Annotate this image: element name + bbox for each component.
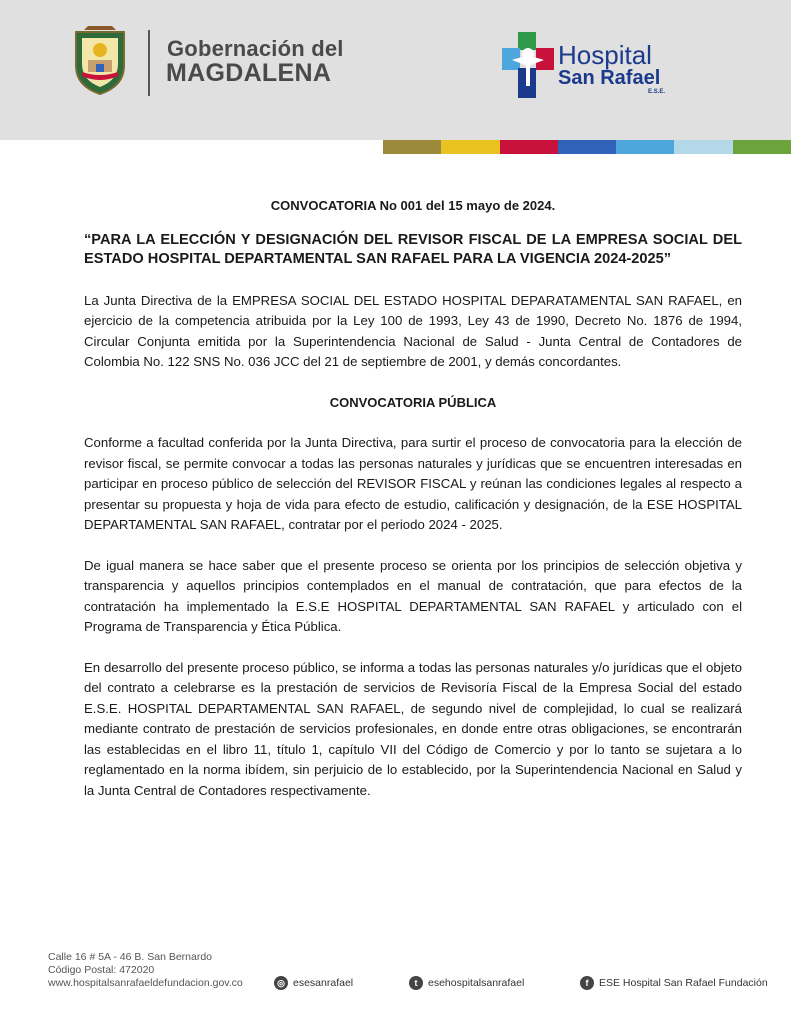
paragraph-1: La Junta Directiva de la EMPRESA SOCIAL DEL ESTADO HOSPITAL DEPARATAMENTAL SAN RAFAEL, en ejercicio de la competencia atribuida por la Ley 100 de 1993, Ley 43 de 1990, Decreto No. 1876 de 1994, Circular Conjunta emitida por la Superintendencia Nacional de Salud - Junta Central de Contadores de Colombia No. 122 SNS No. 036 JCC del 21 de septiembre de 2001, y demás concordantes.	[84, 292, 742, 369]
hospital-name-line1: Hospital	[558, 40, 652, 70]
color-stripe-segment-6	[674, 140, 732, 154]
color-stripe-segment-7	[733, 140, 791, 154]
color-stripe-segment-1	[383, 140, 441, 154]
footer-twitter[interactable]	[409, 976, 524, 990]
footer-address-block	[48, 951, 243, 990]
instagram-handle: esesanrafael	[293, 977, 354, 989]
magdalena-title: MAGDALENA	[166, 59, 332, 87]
twitter-icon: t	[409, 976, 423, 990]
color-stripe-segment-4	[558, 140, 616, 154]
footer-facebook[interactable]	[580, 976, 768, 990]
magdalena-coat-of-arms-icon	[72, 26, 128, 96]
footer-postal-code: Código Postal: 472020	[48, 964, 155, 976]
document-subject: “PARA LA ELECCIÓN Y DESIGNACIÓN DEL REVISOR FISCAL DE LA EMPRESA SOCIAL DEL ESTADO HOSPITAL DEPARTAMENTAL SAN RAFAEL PARA LA VIGENCIA 2024-2025”	[84, 231, 742, 267]
footer-instagram[interactable]	[274, 976, 353, 990]
hospital-ese-label: E.S.E.	[648, 89, 666, 95]
color-stripe-segment-2	[441, 140, 499, 154]
paragraph-3: De igual manera se hace saber que el presente proceso se orienta por los principios de selección objetiva y transparencia y aquellos principios contemplados en el manual de contratación, que para efectos de la contratación ha implementado la E.S.E HOSPITAL DEPARTAMENTAL SAN RAFAEL y articulado con el Programa de Transparencia y Ética Pública.	[84, 557, 742, 634]
section-title: CONVOCATORIA PÚBLICA	[329, 394, 497, 410]
color-stripe-segment-5	[616, 140, 674, 154]
color-stripe-segment-3	[500, 140, 558, 154]
convocatoria-number: CONVOCATORIA No 001 del 15 mayo de 2024.	[270, 198, 556, 213]
paragraph-2: Conforme a facultad conferida por la Junta Directiva, para surtir el proceso de convocatoria para la elección de revisor fiscal, se permite convocar a todas las personas naturales y jurídicas que se encuentren interesadas en participar en proceso público de selección del REVISOR FISCAL y reúnan las condiciones legales al respecto a presentar su propuesta y hoja de vida para efecto de estudio, calificación y designación, de la ESE HOSPITAL DEPARTAMENTAL SAN RAFAEL, contratar por el periodo 2024 - 2025.	[84, 435, 742, 532]
header-divider	[148, 30, 150, 96]
facebook-icon: f	[580, 976, 594, 990]
color-stripe	[383, 140, 791, 154]
hospital-name-line2: San Rafael	[558, 67, 661, 89]
footer-address: Calle 16 # 5A - 46 B. San Bernardo	[48, 951, 213, 963]
document-body	[84, 196, 742, 821]
paragraph-4: En desarrollo del presente proceso público, se informa a todas las personas naturales y/o jurídicas que el objeto del contrato a celebrarse es la prestación de servicios de Revisoría Fiscal de la Empresa Social del estado E.S.E. HOSPITAL DEPARTAMENTAL SAN RAFAEL, de segundo nivel de complejidad, lo cual se realizará mediante contrato de prestación de servicios profesionales, en donde entre otras obligaciones, se encontrarán las establecidas en el libro 11, título 1, capítulo VII del Código de Comercio y por lo tanto se sujetara a lo reglamentado en la norma ibídem, sin perjuicio de lo establecido, por la Superintendencia Nacional en Salud y la Junta Central de Contadores respectivamente.	[84, 659, 742, 798]
instagram-icon: ◎	[274, 976, 288, 990]
twitter-handle: esehospitalsanrafael	[428, 977, 525, 989]
hospital-logo-icon	[502, 32, 554, 102]
facebook-page: ESE Hospital San Rafael Fundación	[599, 977, 768, 989]
footer-website-link[interactable]: www.hospitalsanrafaeldefundacion.gov.co	[48, 977, 243, 989]
letterhead	[0, 0, 791, 140]
gobernacion-title: Gobernación del	[167, 36, 344, 61]
